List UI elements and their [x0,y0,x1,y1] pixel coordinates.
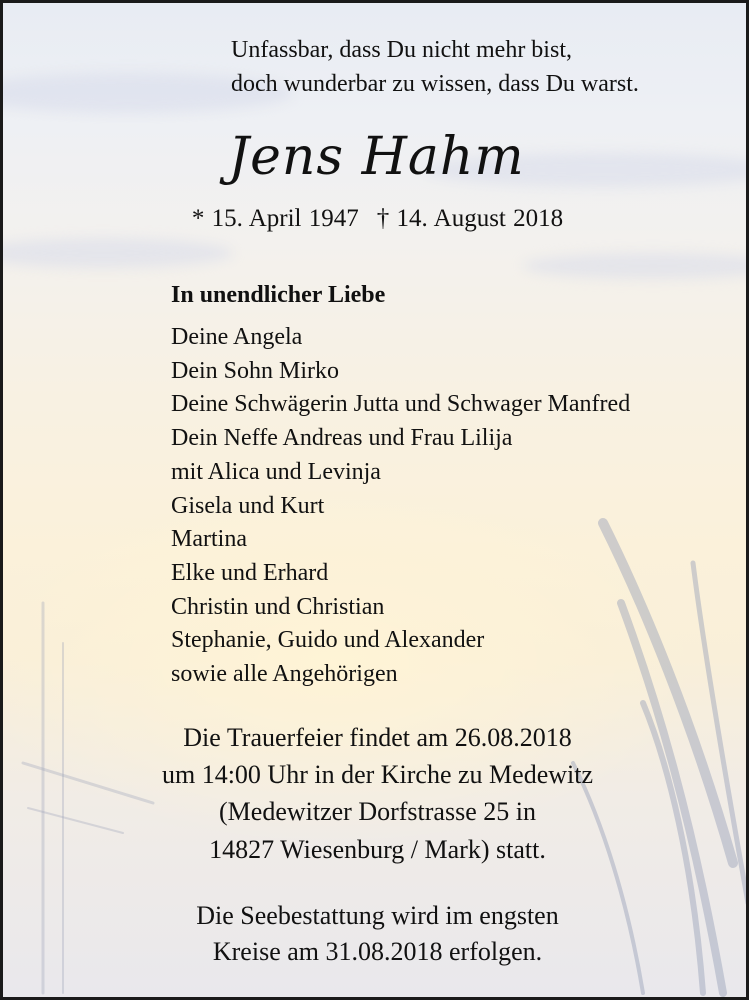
mourners-list [171,321,630,692]
list-item: Gisela und Kurt [171,492,325,519]
list-item: Deine Schwägerin Jutta und Schwager Manfred [171,391,631,418]
birth-date: * 15. April 1947 [191,205,359,232]
motto-line-1: Unfassbar, dass Du nicht mehr bist, [231,37,572,63]
death-date: † 14. August 2018 [376,205,564,232]
deceased-name [3,127,749,187]
list-item: Elke und Erhard [171,559,329,586]
mourners-intro: In unendlicher Liebe [171,282,386,308]
list-item: Martina [171,526,247,553]
life-dates [3,205,749,233]
list-item: Stephanie, Guido und Alexander [171,627,485,654]
list-item: Dein Neffe Andreas und Frau Lilija [171,425,513,452]
list-item: Christin und Christian [171,593,385,620]
motto-line-2: doch wunderbar zu wissen, dass Du warst. [231,71,639,97]
burial-line-2: Kreise am 31.08.2018 erfolgen. [212,937,543,966]
ceremony-line-4: 14827 Wiesenburg / Mark) statt. [209,835,546,864]
ceremony-line-1: Die Trauerfeier findet am 26.08.2018 [183,723,572,752]
deceased-name-text: Jens Hahm [228,127,525,187]
ceremony-line-3: (Medewitzer Dorfstrasse 25 in [219,797,536,826]
list-item: mit Alica und Levinja [171,458,381,485]
list-item: Deine Angela [171,324,303,350]
ceremony-line-2: um 14:00 Uhr in der Kirche zu Medewitz [161,760,594,789]
list-item: Dein Sohn Mirko [171,357,339,384]
list-item: sowie alle Angehörigen [171,661,398,688]
burial-line-1: Die Seebestattung wird im engsten [196,901,559,930]
